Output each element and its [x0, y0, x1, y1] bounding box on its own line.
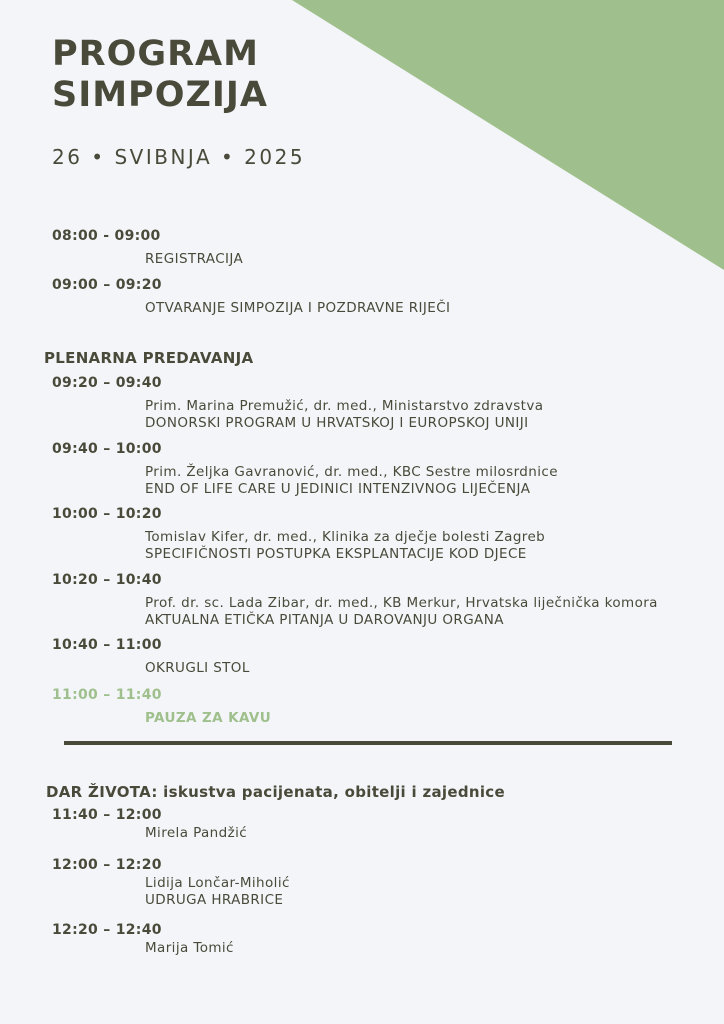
session-description: [145, 529, 545, 563]
session-description: [145, 595, 658, 629]
session-description: [145, 300, 450, 317]
speaker-line: Prim. Marina Premužić, dr. med., Ministarstvo zdravstva: [145, 398, 544, 414]
lecture-title: END OF LIFE CARE U JEDINICI INTENZIVNOG LIJEČENJA: [145, 481, 531, 497]
break-time: 11:00 – 11:40: [52, 687, 162, 703]
session-line: REGISTRACIJA: [145, 251, 244, 267]
session-description: [145, 464, 558, 498]
section-divider: [64, 741, 672, 745]
session-time: 10:00 – 10:20: [52, 506, 162, 522]
page-title: [52, 34, 268, 116]
session-time: 10:40 – 11:00: [52, 637, 162, 653]
session-description: [145, 251, 243, 268]
session-time: 09:00 – 09:20: [52, 277, 162, 293]
session-time: 10:20 – 10:40: [52, 572, 162, 588]
title-line-1: PROGRAM: [52, 34, 259, 74]
break-label: PAUZA ZA KAVU: [145, 710, 272, 726]
lecture-title: DONORSKI PROGRAM U HRVATSKOJ I EUROPSKOJ UNIJI: [145, 415, 529, 431]
speaker-line: Mirela Pandžić: [145, 825, 248, 841]
session-time: 08:00 - 09:00: [52, 228, 161, 244]
title-line-2: SIMPOZIJA: [52, 75, 268, 115]
session-time: 09:40 – 10:00: [52, 441, 162, 457]
session-line: OKRUGLI STOL: [145, 660, 250, 676]
session-description: [145, 940, 234, 957]
session-time: 12:20 – 12:40: [52, 922, 162, 938]
speaker-line: Marija Tomić: [145, 940, 234, 956]
section-heading-gift-of-life: DAR ŽIVOTA: iskustva pacijenata, obitelji i zajednice: [46, 783, 505, 801]
speaker-line: Tomislav Kifer, dr. med., Klinika za dječje bolesti Zagreb: [145, 529, 546, 545]
session-description: [145, 398, 543, 432]
lecture-title: SPECIFIČNOSTI POSTUPKA EKSPLANTACIJE KOD DJECE: [145, 546, 527, 562]
session-description: [145, 825, 247, 842]
session-line: OTVARANJE SIMPOZIJA I POZDRAVNE RIJEČI: [145, 300, 451, 316]
organization-line: UDRUGA HRABRICE: [145, 892, 284, 908]
section-heading-plenary: PLENARNA PREDAVANJA: [44, 349, 254, 367]
session-description: [145, 875, 290, 909]
speaker-line: Lidija Lončar-Miholić: [145, 875, 290, 891]
lecture-title: AKTUALNA ETIČKA PITANJA U DAROVANJU ORGANA: [145, 612, 504, 628]
speaker-line: Prof. dr. sc. Lada Zibar, dr. med., KB Merkur, Hrvatska liječnička komora: [145, 595, 658, 611]
session-time: 11:40 – 12:00: [52, 807, 162, 823]
session-time: 12:00 – 12:20: [52, 857, 162, 873]
event-date: 26 • SVIBNJA • 2025: [52, 145, 306, 169]
speaker-line: Prim. Željka Gavranović, dr. med., KBC Sestre milosrdnice: [145, 464, 558, 480]
session-time: 09:20 – 09:40: [52, 375, 162, 391]
session-description: [145, 660, 250, 677]
